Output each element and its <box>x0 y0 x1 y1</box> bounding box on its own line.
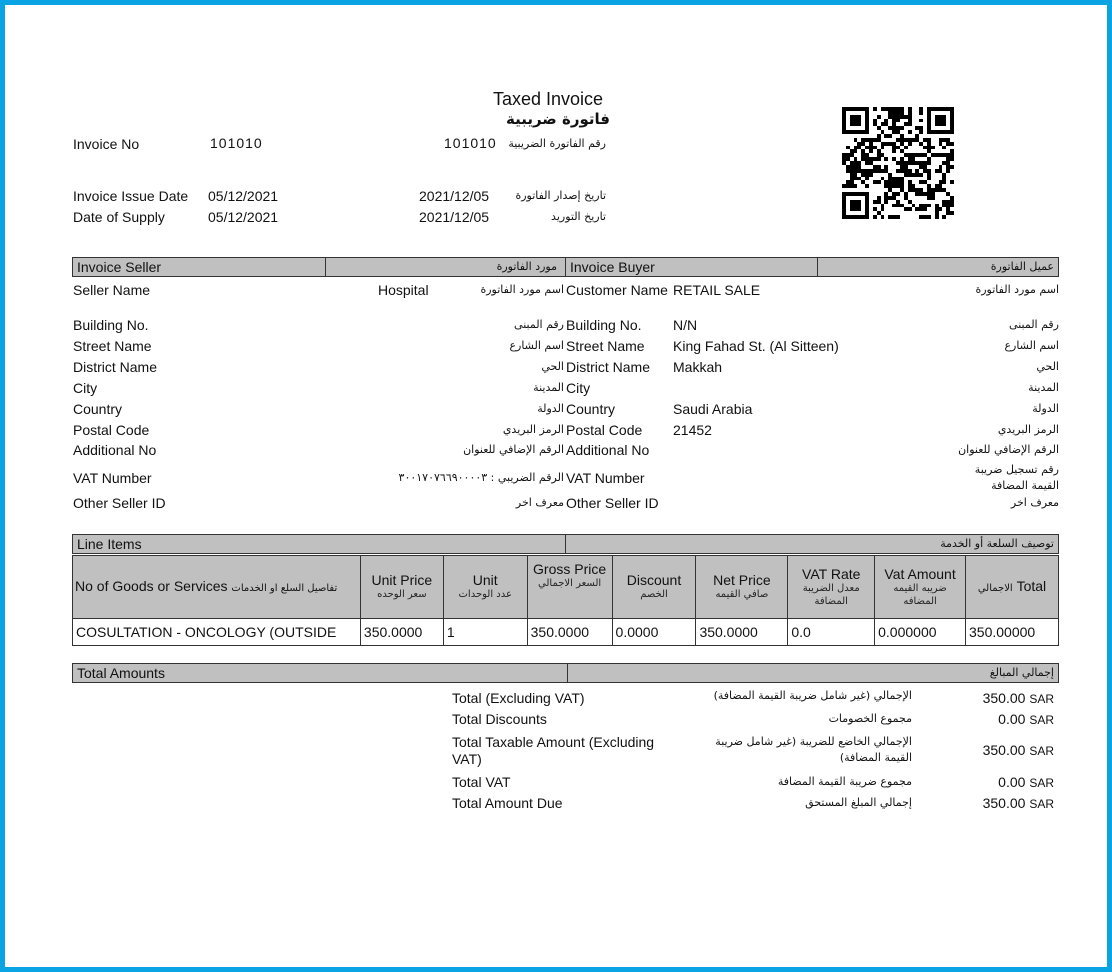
col-unit-price: Unit Price سعر الوحده <box>360 556 443 619</box>
total-vat-label-arabic: مجموع ضريبة القيمة المضافة <box>777 775 912 788</box>
buyer-postal-label-arabic: الرمز البريدي <box>997 423 1059 436</box>
seller-district-label: District Name <box>73 359 158 375</box>
seller-header: Invoice Seller <box>77 259 162 275</box>
line-items-header-row <box>73 556 1059 619</box>
seller-city-label: City <box>73 380 98 396</box>
invoice-title: Taxed Invoice <box>493 89 604 109</box>
seller-district-label-arabic: الحي <box>541 360 564 373</box>
col-vat-amount: Vat Amount ضريبه القيمه المضافه <box>875 556 966 619</box>
supply-date-label: Date of Supply <box>73 209 165 225</box>
buyer-vat-label: VAT Number <box>566 470 645 486</box>
seller-name-value: Hospital <box>378 282 429 298</box>
seller-postal-label: Postal Code <box>73 422 150 438</box>
buyer-country-label: Country <box>566 401 616 417</box>
total-excl-vat-label-arabic: الإجمالي (غير شامل ضريبة القيمة المضافة) <box>713 689 912 702</box>
buyer-building-label-arabic: رقم المبنى <box>1009 318 1059 331</box>
cell-vat-amount: 0.000000 <box>875 619 966 646</box>
buyer-street-value: King Fahad St. (Al Sitteen) <box>673 338 839 354</box>
table-row <box>73 619 1059 646</box>
buyer-street-label: Street Name <box>566 338 645 354</box>
seller-postal-label-arabic: الرمز البريدي <box>502 423 564 436</box>
cell-discount: 0.0000 <box>612 619 696 646</box>
total-taxable-label-line1: Total Taxable Amount (Excluding <box>452 734 655 750</box>
total-discounts-label: Total Discounts <box>452 711 547 727</box>
seller-country-label-arabic: الدولة <box>537 402 564 415</box>
cell-goods: COSULTATION - ONCOLOGY (OUTSIDE <box>73 619 361 646</box>
seller-buyer-header <box>72 257 1059 277</box>
supply-date-value: 05/12/2021 <box>208 209 279 225</box>
cell-unit: 1 <box>443 619 527 646</box>
total-due-label-arabic: إجمالي المبلغ المستحق <box>805 796 912 809</box>
issue-date-label: Invoice Issue Date <box>73 188 189 204</box>
invoice-no-label: Invoice No <box>73 136 140 152</box>
buyer-city-label-arabic: المدينة <box>1028 381 1059 394</box>
seller-name-label-arabic: اسم مورد الفاتورة <box>480 283 564 296</box>
cell-total: 350.00000 <box>966 619 1059 646</box>
buyer-district-label: District Name <box>566 359 651 375</box>
seller-street-label-arabic: اسم الشارع <box>509 339 564 352</box>
buyer-city-label: City <box>566 380 591 396</box>
total-excl-vat-amount: 350.00 SAR <box>982 690 1054 706</box>
invoice-no-value-right: 101010 <box>444 135 497 151</box>
buyer-header: Invoice Buyer <box>570 259 655 275</box>
issue-date-value: 05/12/2021 <box>208 188 279 204</box>
buyer-vat-label-arabic-line2: القيمة المضافة <box>991 479 1059 492</box>
buyer-vat-label-arabic-line1: رقم تسجيل ضريبة <box>974 463 1059 476</box>
total-excl-vat-label: Total (Excluding VAT) <box>452 690 585 706</box>
buyer-district-value: Makkah <box>673 359 723 375</box>
total-due-amount: 350.00 SAR <box>982 795 1054 811</box>
buyer-additional-label-arabic: الرقم الإضافي للعنوان <box>958 443 1059 456</box>
supply-date-value-right: 2021/12/05 <box>419 209 490 225</box>
cell-gross-price: 350.0000 <box>527 619 612 646</box>
issue-date-label-arabic: تاريخ إصدار الفاتورة <box>515 189 606 202</box>
supply-date-label-arabic: تاريخ التوريد <box>551 210 606 223</box>
buyer-building-value: N/N <box>673 317 698 333</box>
total-taxable-label-arabic-line1: الإجمالي الخاضع للضريبة (غير شامل ضريبة <box>715 735 912 748</box>
total-taxable-label-arabic-line2: القيمة المضافة) <box>839 751 912 764</box>
col-discount: Discount الخصم <box>612 556 696 619</box>
line-items-table <box>72 555 1059 646</box>
buyer-other-id-label: Other Seller ID <box>566 495 659 511</box>
buyer-country-label-arabic: الدولة <box>1032 402 1059 415</box>
line-items-header <box>72 534 1059 554</box>
total-taxable-label-line2: VAT) <box>452 751 482 767</box>
buyer-name-label: Customer Name <box>566 282 668 298</box>
seller-vat-label-arabic: الرقم الضريبي : ٣٠٠١٧٠٧٦٦٩٠٠٠٠٣ <box>398 471 564 484</box>
seller-city-label-arabic: المدينة <box>533 381 564 394</box>
total-discounts-label-arabic: مجموع الخصومات <box>828 712 912 725</box>
col-net-price: Net Price صافي القيمه <box>696 556 788 619</box>
issue-date-value-right: 2021/12/05 <box>419 188 490 204</box>
seller-vat-label: VAT Number <box>73 470 152 486</box>
cell-vat-rate: 0.0 <box>788 619 875 646</box>
buyer-postal-label: Postal Code <box>566 422 643 438</box>
seller-building-label: Building No. <box>73 317 149 333</box>
seller-name-label: Seller Name <box>73 282 151 298</box>
seller-additional-label-arabic: الرقم الإضافي للعنوان <box>463 443 564 456</box>
buyer-other-id-label-arabic: معرف اخر <box>1010 496 1059 509</box>
invoice-no-value: 101010 <box>210 135 263 151</box>
buyer-name-value: RETAIL SALE <box>673 282 761 298</box>
seller-other-id-label: Other Seller ID <box>73 495 166 511</box>
buyer-street-label-arabic: اسم الشارع <box>1004 339 1059 352</box>
buyer-additional-label: Additional No <box>566 442 650 458</box>
buyer-header-arabic: عميل الفاتورة <box>990 260 1054 273</box>
col-goods: No of Goods or Services تفاصيل السلع او الخدمات <box>73 556 361 619</box>
buyer-name-label-arabic: اسم مورد الفاتورة <box>975 283 1059 296</box>
invoice-title-arabic: فاتورة ضريبية <box>506 110 611 128</box>
seller-header-arabic: مورد الفاتورة <box>496 260 557 273</box>
total-amounts-title: Total Amounts <box>77 665 165 681</box>
col-total: الاجمالي Total <box>966 556 1059 619</box>
total-amounts-title-arabic: إجمالي المبالغ <box>989 666 1054 679</box>
total-vat-amount: 0.00 SAR <box>998 774 1054 790</box>
total-amounts-header <box>72 663 1059 683</box>
total-vat-label: Total VAT <box>452 774 511 790</box>
buyer-country-value: Saudi Arabia <box>673 401 753 417</box>
total-discounts-amount: 0.00 SAR <box>998 711 1054 727</box>
seller-country-label: Country <box>73 401 123 417</box>
qr-code-icon <box>842 107 954 219</box>
col-unit: Unit عدد الوحدات <box>443 556 527 619</box>
seller-additional-label: Additional No <box>73 442 157 458</box>
cell-net-price: 350.0000 <box>696 619 788 646</box>
line-items-title-arabic: توصيف السلعة أو الخدمة <box>940 537 1054 550</box>
col-vat-rate: VAT Rate معدل الضريبة المضافة <box>788 556 875 619</box>
seller-building-label-arabic: رقم المبنى <box>514 318 564 331</box>
buyer-building-label: Building No. <box>566 317 642 333</box>
invoice-no-label-arabic: رقم الفاتورة الضريبية <box>508 137 606 150</box>
seller-street-label: Street Name <box>73 338 152 354</box>
total-due-label: Total Amount Due <box>452 795 563 811</box>
col-gross-price: Gross Price السعر الاجمالي <box>527 556 612 619</box>
seller-other-id-label-arabic: معرف اخر <box>515 496 564 509</box>
cell-unit-price: 350.0000 <box>360 619 443 646</box>
buyer-district-label-arabic: الحي <box>1036 360 1059 373</box>
line-items-title: Line Items <box>77 536 142 552</box>
total-taxable-amount: 350.00 SAR <box>982 742 1054 758</box>
buyer-postal-value: 21452 <box>673 422 712 438</box>
